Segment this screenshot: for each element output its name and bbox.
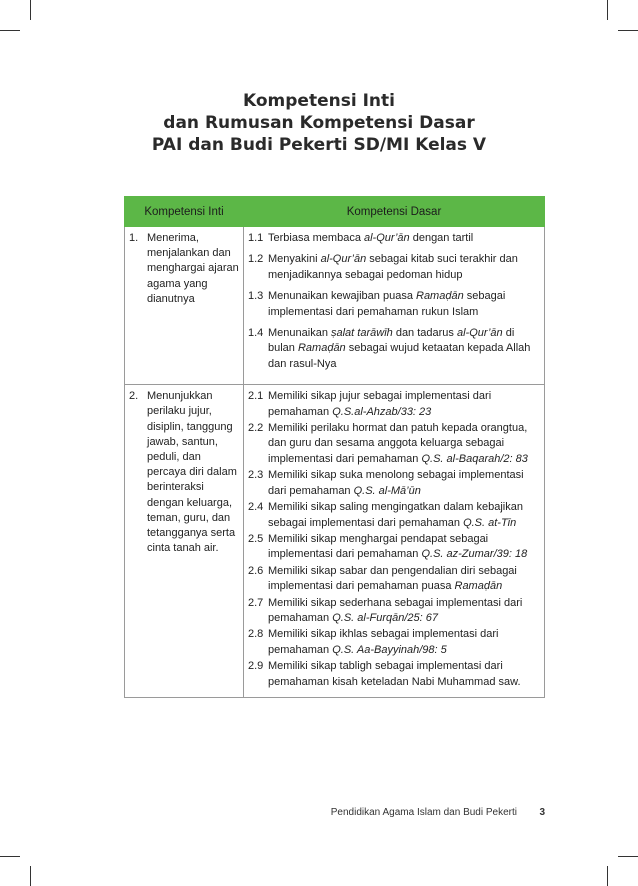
kd-text [268,596,540,627]
kd-text-part: Memiliki sikap menghargai pendapat sebagai implementasi dari pemahaman [268,532,489,561]
kd-text-part: Memiliki sikap sabar dan pengendalian diri sebagai implementasi dari pemahaman puasa [268,564,517,593]
kd-text [268,231,540,246]
crop-mark [618,856,638,857]
kd-item [248,252,540,283]
title-line-3: PAI dan Budi Pekerti SD/MI Kelas V [151,135,487,155]
ki-text: Menerima, menjalankan dan menghargai ajaran agama yang dianutnya [147,232,239,305]
crop-mark [607,866,608,886]
kd-text-part: Menyakini [268,253,321,266]
kd-text-part: Menunaikan [268,327,331,340]
kd-text-part: Memiliki sikap sederhana sebagai implementasi dari pemahaman [268,596,523,624]
kd-cell [244,227,545,385]
kd-text [268,500,540,531]
kd-item [248,627,540,658]
kd-number: 2.4 [248,501,264,514]
kd-text [268,564,540,595]
table-header-row [125,197,545,227]
kd-text-part: Memiliki sikap saling mengingatkan dalam kebajikan sebagai implementasi dari pemahaman [268,501,523,529]
kd-number: 2.3 [248,469,264,482]
kd-number: 1.2 [248,253,264,266]
kd-text-part: Memiliki perilaku hormat dan patuh kepada orangtua, dan guru dan sesama anggota keluarga sebagai implementasi dari pemahaman [268,422,528,465]
kd-number: 1.1 [248,232,264,244]
crop-mark [618,30,638,31]
crop-mark [0,30,20,31]
crop-mark [607,0,608,20]
kd-text-part: Terbiasa membaca [268,232,364,244]
kd-text-part: sebagai wujud ketaatan kepada Allah dan rasul-Nya [268,342,531,370]
kd-text-italic: Q.S. al-Baqarah/2: 83 [421,452,528,465]
ki-item [129,389,239,556]
kd-text-part: sebagai implementasi dari pemahaman rukun Islam [268,290,506,318]
kd-item [248,500,540,531]
crop-mark [0,856,20,857]
ki-number: 2. [129,390,139,403]
kd-item [248,389,540,420]
kd-text [268,252,540,283]
kd-item [248,421,540,467]
kd-text [268,532,540,563]
kd-item [248,596,540,627]
kd-text-part: Memiliki sikap ikhlas sebagai implementasi dari pemahaman [268,628,499,656]
kd-text-part: dengan tartil [409,232,474,244]
kd-text [268,627,540,658]
ki-number: 1. [129,232,139,244]
ki-cell [125,385,244,698]
kd-item [248,468,540,499]
kd-number: 2.1 [248,390,264,403]
kd-text-italic: al-Qur’ān [320,253,367,266]
kd-text-part: dan tadarus [392,327,457,340]
crop-mark [30,0,31,20]
kd-number: 2.9 [248,660,264,673]
kd-text [268,659,540,690]
kd-cell [244,385,545,698]
kd-text-italic: Q.S. at-Tīn [463,516,517,529]
kd-text [268,289,540,320]
kd-text-part: Menunaikan kewajiban puasa [268,290,416,303]
ki-text: Menunjukkan perilaku jujur, disiplin, tanggung jawab, santun, peduli, dan percaya diri dalam berinteraksi dengan keluarga, teman, guru, dan tetangganya serta cinta tanah air. [147,390,237,555]
kd-text-italic: Ramaḍān [416,290,464,303]
page-title [0,90,638,156]
kd-text-italic: Q.S. al-Furqān/25: 67 [332,611,438,624]
title-line-2: dan Rumusan Kompetensi Dasar [163,113,475,133]
ki-cell [125,227,244,385]
kd-number: 2.5 [248,532,264,545]
kd-item [248,659,540,690]
table-row [125,227,545,385]
kd-text-italic: Q.S.al-Ahzab/33: 23 [332,405,432,418]
competency-table [124,196,545,698]
ki-item [129,231,239,307]
header-kompetensi-inti: Kompetensi Inti [125,197,244,227]
kd-text-italic: Q.S. az-Zumar/39: 18 [421,548,528,561]
crop-mark [30,866,31,886]
kd-text [268,389,540,420]
kd-text-italic: al-Qur’ān [456,327,503,340]
kd-number: 2.8 [248,628,264,641]
kd-text [268,421,540,467]
kd-text-italic: Q.S. al-Mā’ūn [353,484,421,497]
kd-number: 2.7 [248,596,264,609]
kd-item [248,326,540,372]
footer-book-title: Pendidikan Agama Islam dan Budi Pekerti [330,807,517,818]
kd-text-italic: Q.S. Aa-Bayyinah/98: 5 [332,643,447,656]
kd-number: 2.2 [248,422,264,435]
kd-text-italic: ṣalat tarāwīh [331,327,393,340]
kd-number: 1.3 [248,290,264,303]
kd-text [268,468,540,499]
kd-text-part: Memiliki sikap jujur sebagai implementasi dari pemahaman [268,390,492,418]
kd-item [248,532,540,563]
kd-number: 1.4 [248,327,264,340]
kd-text [268,326,540,372]
kd-item [248,564,540,595]
table-row [125,385,545,698]
kd-item [248,289,540,320]
kd-text-part: di bulan [268,327,515,355]
kd-text-italic: Ramaḍān [454,580,503,593]
page-number: 3 [539,807,545,818]
kd-text-part: Memiliki sikap tabligh sebagai implementasi dari pemahaman kisah keteladan Nabi Muhammad saw. [268,660,521,688]
kd-item [248,231,540,246]
kd-text-italic: Ramaḍān [297,342,346,355]
title-line-1: Kompetensi Inti [243,91,395,111]
header-kompetensi-dasar: Kompetensi Dasar [244,197,545,227]
kd-text-part: sebagai kitab suci terakhir dan menjadikannya sebagai pedoman hidup [268,253,518,281]
kd-number: 2.6 [248,564,264,577]
kd-text-italic: al-Qur’ān [364,232,410,244]
kd-text-part: Memiliki sikap suka menolong sebagai implementasi dari pemahaman [268,469,524,497]
